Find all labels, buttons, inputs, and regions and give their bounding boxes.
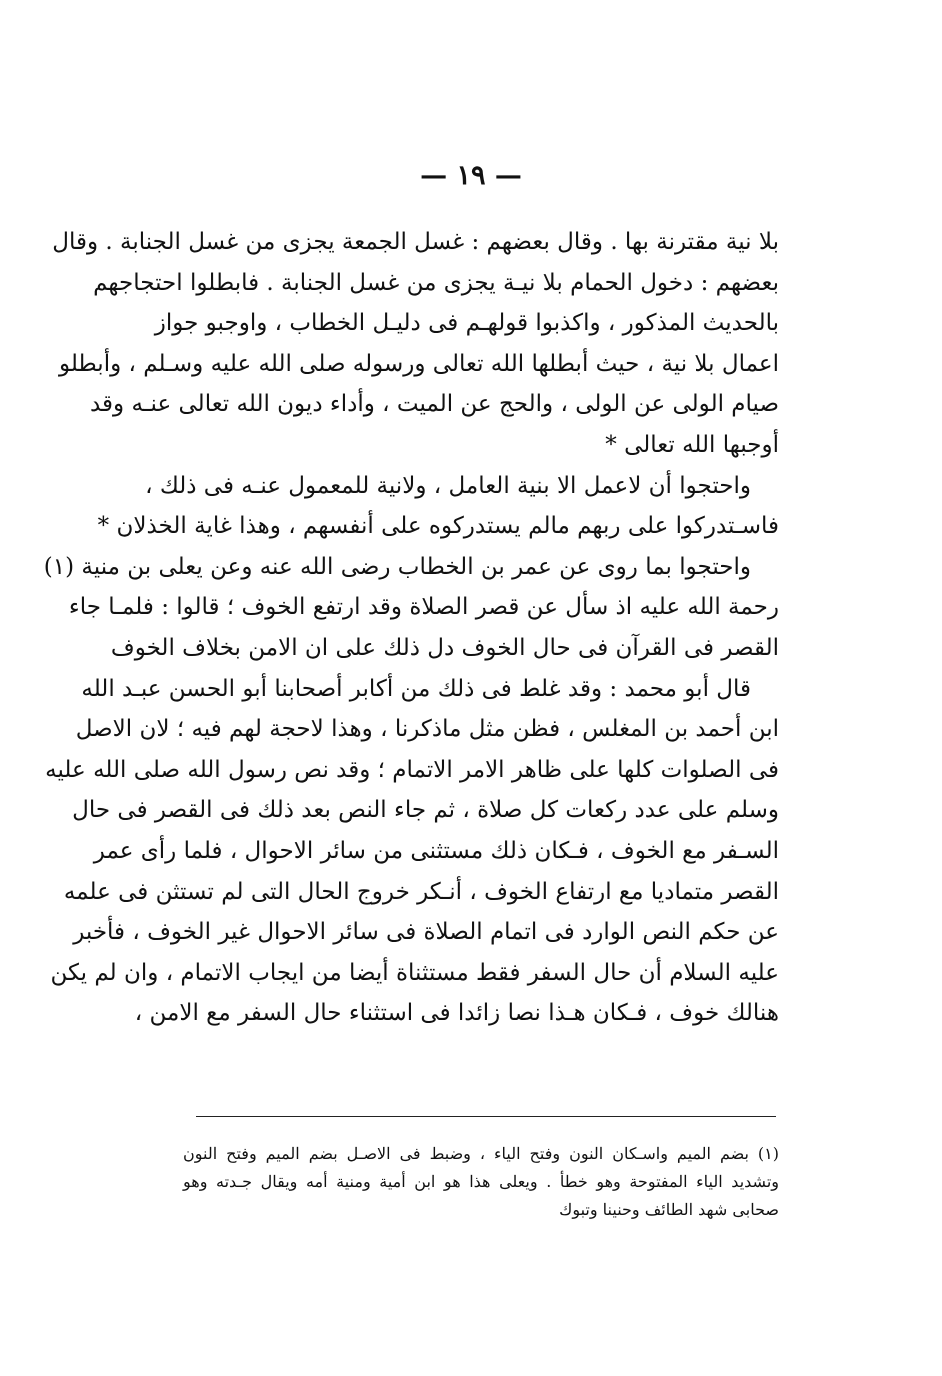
text-line: رحمة الله عليه اذ سأل عن قصر الصلاة وقد ارتفع الخوف ؛ قالوا : فلمـا جاء [68,594,779,621]
text-line: صيام الولى عن الولى ، والحج عن الميت ، وأداء ديون الله تعالى عنـه وقد [89,391,779,418]
text-line: هنالك خوف ، فـكان هـذا نصا زائدا فى استثناء حال السفر مع الامن ، [134,1000,779,1027]
footnote-line: (١) بضم الميم واسـكان النون وفتح الياء ، وضبط فى الاصـل بضم الميم وفتح النون [183,1144,779,1163]
footnote-line: صحابى شهد الطائف وحنينا وتبوك [559,1200,779,1219]
paragraph-start-line: قال أبو محمد : وقد غلط فى ذلك من أكابر أصحابنا أبو الحسن عبـد الله [81,675,751,702]
text-line: القصر متماديا مع ارتفاع الخوف ، أنـكر خروج الحال التى لم تستثن فى علمه [63,878,779,905]
text-line: القصر فى القرآن فى حال الخوف دل ذلك على ان الامن بخلاف الخوف [110,634,779,661]
text-line: وسلم على عدد ركعات كل صلاة ، ثم جاء النص بعد ذلك فى القصر فى حال [72,797,779,824]
text-line: فاسـتدركوا على ربهم مالم يستدركوه على أنفسهم ، وهذا غاية الخذلان * [97,513,779,540]
body-text [43,222,779,1034]
paragraph-start-line: واحتجوا بما روى عن عمر بن الخطاب رضى الله عنه وعن يعلى بن منية (١) [43,553,751,580]
text-line: بعضهم : دخول الحمام بلا نيـة يجزى من غسل الجنابة . فابطلوا احتجاجهم [93,269,779,296]
text-line: بالحديث المذكور ، واكذبوا قولهـم فى دليـل الخطاب ، واوجبو جواز [154,310,779,337]
text-line: ابن أحمد بن المغلس ، فظن مثل ماذكرنا ، وهذا لاحجة لهم فيه ؛ لان الاصل [75,716,779,743]
text-line: عن حكم النص الوارد فى اتمام الصلاة فى سائر الاحوال غير الخوف ، فأخبر [73,919,779,946]
text-line: أوجبها الله تعالى * [605,431,779,458]
footnote [183,1140,779,1224]
text-line: فى الصلوات كلها على ظاهر الامر الاتمام ؛ وقد نص رسول الله صلى الله عليه [45,756,779,783]
text-line: عليه السلام أن حال السفر فقط مستثناة أيضا من ايجاب الاتمام ، وان لم يكن [50,959,779,986]
footnote-line: وتشديد الياء المفتوحة وهو خطأ . ويعلى هذا هو ابن أمية ومنية أمه ويقال جـدته وهو [183,1172,779,1191]
page-number: — ١٩ — [420,160,522,191]
text-line: اعمال بلا نية ، حيث أبطلها الله تعالى ورسوله صلى الله عليه وسـلم ، وأبطلو [58,350,779,377]
paragraph-start-line: واحتجوا أن لاعمل الا بنية العامل ، ولانية للمعمول عنـه فى ذلك ، [145,472,751,499]
footnote-divider [196,1116,776,1117]
text-line: السـفر مع الخوف ، فـكان ذلك مستثنى من سائر الاحوال ، فلما رأى عمر [93,837,779,864]
text-line: بلا نية مقترنة بها . وقال بعضهم : غسل الجمعة يجزى من غسل الجنابة . وقال [52,229,779,255]
